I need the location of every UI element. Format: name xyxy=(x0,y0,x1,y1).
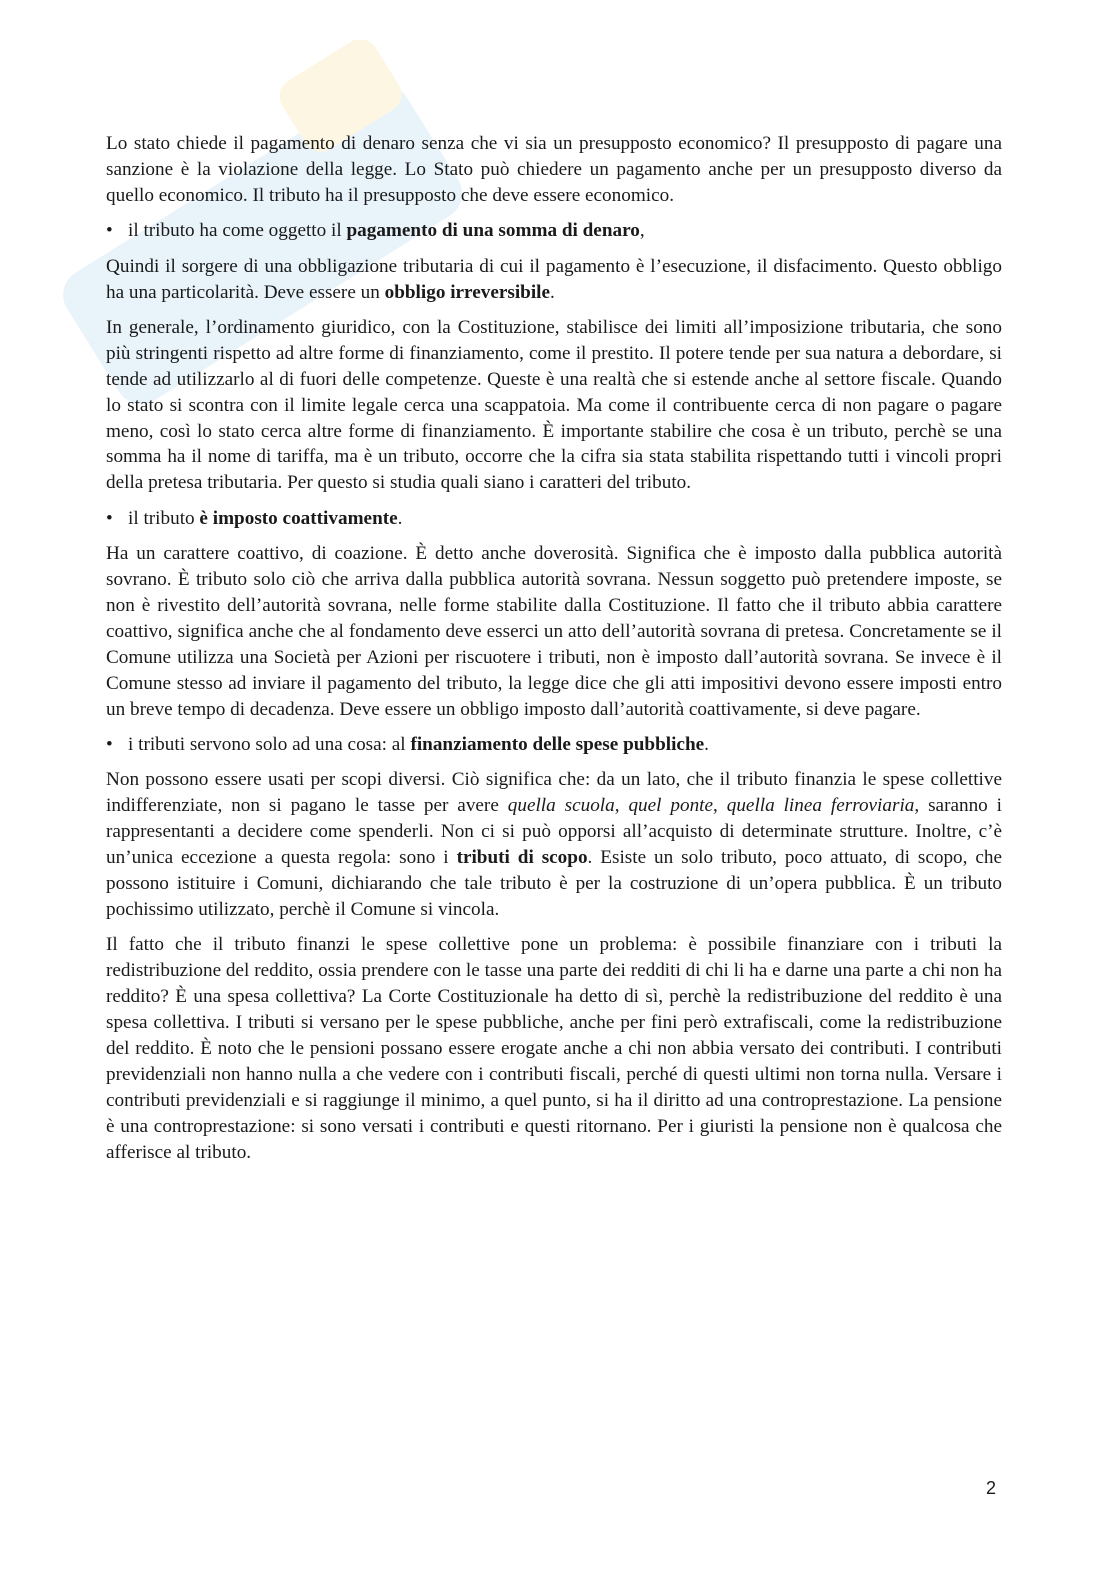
bullet-text: i tributi servono solo ad una cosa: al finanziamento delle spese pubbliche. xyxy=(128,734,709,756)
bullet-marker: • xyxy=(106,220,113,242)
bullet-oggetto xyxy=(106,218,1002,244)
bullet-text: il tributo ha come oggetto il pagamento di una somma di denaro, xyxy=(128,220,645,242)
paragraph-redistribuzione: Il fatto che il tributo finanzi le spese collettive pone un problema: è possibile finanziare con i tributi la redistribuzione del reddito, ossia prendere con le tasse una parte dei redditi di chi li ha e darne una parte a chi non ha reddito? È una spesa collettiva? La Corte Costituzionale ha detto di sì, perchè la redistribuzione del reddito è una spesa collettiva. I tributi si versano per le spese pubbliche, anche per fini però extrafiscali, come la redistribuzione del reddito. È noto che le pensioni possano essere erogate anche a chi non abbia versato dei contributi. I contributi previdenziali non hanno nulla a che vedere con i contributi fiscali, perché di questi ultimi non torna nulla. Versare i contributi previdenziali e si raggiunge il minimo, a quel punto, si ha il diritto ad una controprestazione. La pensione è una controprestazione: si sono versati i contributi e questi ritornano. Per i giuristi la pensione non è qualcosa che afferisce al tributo. xyxy=(106,934,1002,1163)
bullet-coattivo xyxy=(106,506,1002,532)
bullet-marker: • xyxy=(106,734,113,756)
paragraph-spese-collettive: Non possono essere usati per scopi diversi. Ciò significa che: da un lato, che il tributo finanzia le spese collettive indifferenziate, non si pagano le tasse per avere quella scuola, quel ponte, quella linea ferroviaria, saranno i rappresentanti a decidere come spenderli. Non ci si può opporsi all’acquisto di determinate strutture. Inoltre, c’è un’unica eccezione a questa regola: sono i tributi di scopo. Esiste un solo tributo, poco attuato, di scopo, che possono istituire i Comuni, dichiarando che tale tributo è per la costruzione di un’opera pubblica. È un tributo pochissimo utilizzato, perchè il Comune si vincola. xyxy=(106,769,1002,920)
paragraph-obbligazione: Quindi il sorgere di una obbligazione tributaria di cui il pagamento è l’esecuzione, il disfacimento. Questo obbligo ha una particolarità. Deve essere un obbligo irreversibile. xyxy=(106,255,1002,303)
document-page xyxy=(106,131,1002,1175)
paragraph-presupposto: Lo stato chiede il pagamento di denaro senza che vi sia un presupposto economico? Il presupposto di pagare una sanzione è la violazione della legge. Lo Stato può chiedere un pagamento anche per un presupposto diverso da quello economico. Il tributo ha il presupposto che deve essere economico. xyxy=(106,133,1002,206)
bullet-text: il tributo è imposto coattivamente. xyxy=(128,507,403,529)
page-number: 2 xyxy=(986,1478,997,1498)
paragraph-limiti: In generale, l’ordinamento giuridico, con la Costituzione, stabilisce dei limiti all’imposizione tributaria, che sono più stringenti rispetto ad altre forme di finanziamento, come il prestito. Il potere tende per sua natura a debordare, si tende ad utilizzarlo al di fuori delle competenze. Queste è una realtà che si estende anche al settore fiscale. Quando lo stato si scontra con il limite legale cerca una scappatoia. Ma come il contribuente cerca di non pagare o pagare meno, così lo stato cerca altre forme di finanziamento. È importante stabilire che cosa è un tributo, perchè se una somma ha il nome di tariffa, ma è un tributo, occorre che la cifra sia stata stabilita rispettando tutti i vincoli propri della pretesa tributaria. Per questo si studia quali siano i caratteri del tributo. xyxy=(106,316,1002,494)
bullet-marker: • xyxy=(106,507,113,529)
bullet-finanziamento xyxy=(106,732,1002,758)
paragraph-coazione: Ha un carattere coattivo, di coazione. È detto anche doverosità. Significa che è imposto dalla pubblica autorità sovrano. È tributo solo ciò che arriva dalla pubblica autorità sovrana. Nessun soggetto può pretendere imposte, se non è rivestito dell’autorità sovrana, nelle forme stabilite dalla Costituzione. Il fatto che il tributo abbia carattere coattivo, significa anche che al fondamento deve esserci un atto dell’autorità sovrana di pretesa. Concretamente se il Comune utilizza una Società per Azioni per riscuotere i tributi, non è imposto dall’autorità sovrana. Se invece è il Comune stesso ad inviare il pagamento del tributo, la legge dice che gli atti impositivi devono essere imposti entro un breve tempo di decadenza. Deve essere un obbligo imposto dall’autorità coattivamente, si deve pagare. xyxy=(106,543,1002,720)
